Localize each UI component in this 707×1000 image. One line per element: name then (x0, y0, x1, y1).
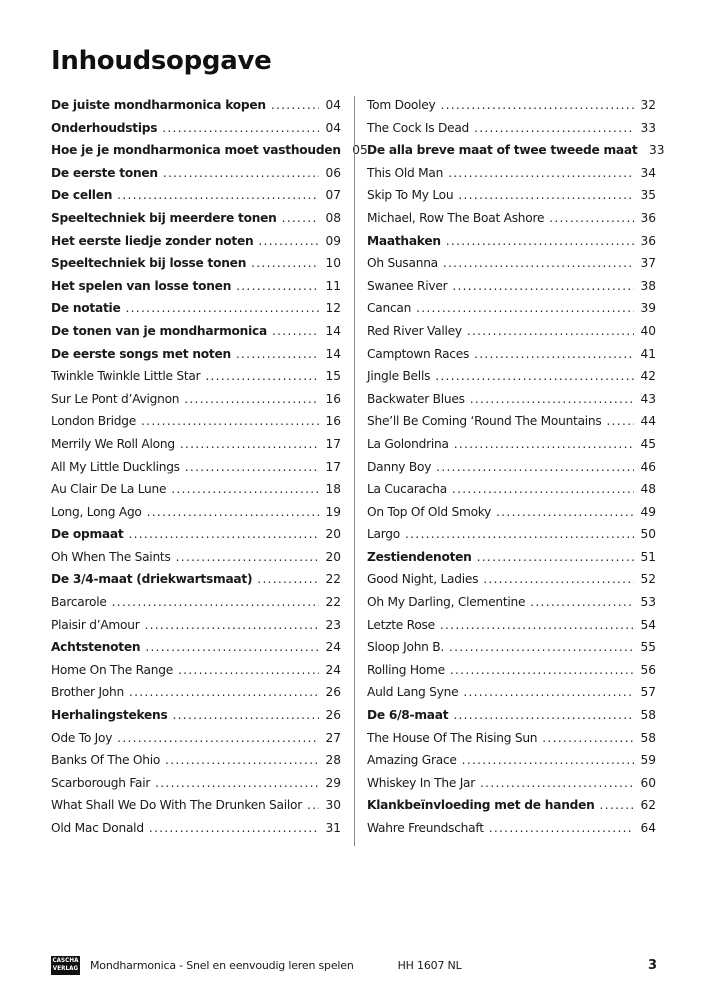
toc-entry-title: She’ll Be Coming ‘Round The Mountains (367, 414, 602, 429)
toc-dot-leader (607, 414, 635, 428)
logo-line-2: VERLAG (52, 965, 79, 972)
toc-song-entry (367, 595, 656, 618)
toc-song-entry (367, 663, 656, 686)
toc-entry-title: Auld Lang Syne (367, 685, 459, 700)
toc-song-entry (51, 776, 341, 799)
toc-dot-leader (163, 166, 319, 180)
toc-entry-page: 07 (325, 188, 341, 203)
toc-entry-page: 17 (325, 459, 341, 474)
toc-song-entry (367, 482, 656, 505)
toc-chapter-entry (367, 708, 656, 731)
toc-dot-leader (452, 482, 634, 496)
toc-entry-page: 26 (325, 685, 341, 700)
toc-dot-leader (184, 392, 319, 406)
toc-dot-leader (463, 685, 634, 699)
toc-song-entry (367, 279, 656, 302)
toc-entry-page: 37 (640, 256, 656, 271)
toc-entry-page: 32 (640, 98, 656, 112)
toc-entry-page: 30 (325, 798, 341, 813)
toc-entry-title: De alla breve maat of twee tweede maat (367, 143, 638, 158)
toc-chapter-entry (51, 301, 341, 324)
toc-dot-leader (141, 414, 319, 428)
toc-entry-page: 20 (325, 527, 341, 542)
toc-chapter-entry (51, 527, 341, 550)
footer-catalog-code: HH 1607 NL (397, 958, 462, 972)
toc-entry-title: La Golondrina (367, 436, 449, 451)
toc-entry-title: Ode To Joy (51, 730, 113, 745)
toc-entry-page: 62 (640, 798, 656, 813)
toc-chapter-entry (51, 256, 341, 279)
page-footer (51, 954, 657, 976)
toc-chapter-entry (51, 640, 341, 663)
toc-song-entry (51, 482, 341, 505)
toc-chapter-entry (367, 550, 656, 573)
toc-song-entry (51, 663, 341, 686)
toc-dot-leader (454, 437, 634, 451)
toc-song-entry (367, 685, 656, 708)
toc-dot-leader (171, 482, 319, 496)
toc-entry-page: 18 (325, 482, 341, 497)
toc-entry-page: 14 (325, 323, 341, 338)
toc-entry-page: 29 (325, 775, 341, 790)
toc-entry-page: 48 (640, 482, 656, 497)
toc-entry-title: London Bridge (51, 414, 137, 429)
toc-entry-page: 16 (325, 391, 341, 406)
toc-dot-leader (436, 460, 634, 474)
toc-chapter-entry (51, 121, 341, 144)
toc-entry-title: Plaisir d’Amour (51, 617, 140, 632)
toc-dot-leader (530, 595, 634, 609)
toc-dot-leader (147, 505, 319, 519)
toc-song-entry (367, 369, 656, 392)
toc-song-entry (367, 437, 656, 460)
toc-entry-page: 08 (325, 210, 341, 225)
toc-entry-page: 27 (325, 730, 341, 745)
toc-chapter-entry (51, 347, 341, 370)
toc-entry-page: 19 (325, 504, 341, 519)
toc-dot-leader (600, 798, 634, 812)
toc-entry-title: Scarborough Fair (51, 775, 151, 790)
toc-entry-page: 14 (325, 346, 341, 361)
toc-entry-page: 46 (640, 459, 656, 474)
toc-entry-title: Sloop John B. (367, 640, 445, 655)
toc-dot-leader (129, 685, 319, 699)
publisher-logo (51, 956, 80, 975)
toc-entry-page: 60 (640, 775, 656, 790)
toc-chapter-entry (367, 234, 656, 257)
toc-song-entry (51, 460, 341, 483)
toc-entry-page: 58 (640, 708, 656, 723)
toc-entry-page: 53 (640, 595, 656, 610)
toc-entry-page: 45 (640, 436, 656, 451)
toc-entry-page: 15 (325, 369, 341, 384)
toc-dot-leader (258, 234, 319, 248)
toc-song-entry (367, 347, 656, 370)
toc-dot-leader (180, 437, 319, 451)
toc-entry-page: 10 (325, 256, 341, 271)
toc-entry-title: Cancan (367, 301, 412, 316)
toc-entry-page: 12 (325, 301, 341, 316)
toc-chapter-entry (367, 798, 656, 821)
toc-dot-leader (452, 279, 634, 293)
toc-chapter-entry (367, 143, 665, 166)
toc-entry-title: Tom Dooley (367, 98, 436, 112)
toc-entry-page: 38 (640, 278, 656, 293)
toc-entry-page: 57 (640, 685, 656, 700)
toc-chapter-entry (51, 211, 341, 234)
toc-entry-title: Zestiendenoten (367, 549, 472, 564)
toc-entry-page: 09 (325, 233, 341, 248)
toc-dot-leader (449, 640, 634, 654)
toc-entry-title: De tonen van je mondharmonica (51, 323, 267, 338)
footer-book-title: Mondharmonica - Snel en eenvoudig leren spelen (90, 958, 354, 972)
toc-entry-page: 33 (648, 143, 665, 158)
toc-song-entry (51, 685, 341, 708)
toc-dot-leader (128, 527, 319, 541)
toc-entry-title: Barcarole (51, 595, 107, 610)
toc-entry-title: Good Night, Ladies (367, 572, 479, 587)
toc-entry-page: 24 (325, 662, 341, 677)
toc-dot-leader (440, 98, 634, 112)
toc-entry-page: 31 (325, 821, 341, 835)
toc-chapter-entry (51, 234, 341, 257)
toc-entry-title: Skip To My Lou (367, 188, 454, 203)
toc-dot-leader (117, 731, 319, 745)
column-divider (354, 96, 355, 846)
toc-entry-page: 41 (640, 346, 656, 361)
toc-dot-leader (416, 301, 634, 315)
toc-entry-page: 42 (640, 369, 656, 384)
toc-entry-title: Swanee River (367, 278, 448, 293)
toc-entry-page: 40 (640, 323, 656, 338)
toc-chapter-entry (51, 166, 341, 189)
toc-chapter-entry (51, 98, 341, 121)
toc-entry-title: La Cucaracha (367, 482, 447, 497)
toc-dot-leader (145, 640, 319, 654)
toc-entry-title: Wahre Freundschaft (367, 821, 484, 835)
toc-dot-leader (126, 301, 320, 315)
toc-dot-leader (477, 550, 634, 564)
page-number: 3 (647, 957, 657, 973)
toc-dot-leader (474, 121, 634, 135)
toc-entry-page: 36 (640, 210, 656, 225)
toc-dot-leader (489, 821, 634, 835)
toc-entry-title: De juiste mondharmonica kopen (51, 98, 266, 112)
toc-song-entry (51, 731, 341, 754)
toc-dot-leader (435, 369, 634, 383)
toc-chapter-entry (51, 324, 341, 347)
toc-dot-leader (172, 708, 319, 722)
toc-song-entry (367, 776, 656, 799)
toc-column-left (51, 98, 368, 844)
toc-entry-title: Long, Long Ago (51, 504, 142, 519)
toc-song-entry (367, 211, 656, 234)
toc-entry-title: De cellen (51, 188, 113, 203)
toc-song-entry (51, 821, 341, 844)
toc-dot-leader (271, 98, 319, 112)
toc-entry-title: Twinkle Twinkle Little Star (51, 369, 201, 384)
toc-song-entry (367, 731, 656, 754)
toc-entry-title: The Cock Is Dead (367, 120, 470, 135)
toc-dot-leader (282, 211, 319, 225)
toc-chapter-entry (51, 143, 368, 166)
toc-dot-leader (236, 279, 319, 293)
toc-song-entry (367, 753, 656, 776)
toc-entry-page: 56 (640, 662, 656, 677)
toc-entry-page: 06 (325, 165, 341, 180)
toc-song-entry (51, 437, 341, 460)
toc-dot-leader (542, 731, 634, 745)
toc-entry-page: 26 (325, 708, 341, 723)
toc-dot-leader (458, 188, 634, 202)
toc-entry-title: Herhalingstekens (51, 708, 168, 723)
toc-song-entry (367, 414, 656, 437)
toc-entry-page: 16 (325, 414, 341, 429)
toc-song-entry (367, 301, 656, 324)
toc-entry-title: Jingle Bells (367, 369, 431, 384)
toc-entry-title: The House Of The Rising Sun (367, 730, 538, 745)
toc-dot-leader (272, 324, 319, 338)
toc-dot-leader (205, 369, 319, 383)
toc-entry-page: 54 (640, 617, 656, 632)
toc-dot-leader (117, 188, 319, 202)
toc-entry-title: Letzte Rose (367, 617, 435, 632)
toc-dot-leader (236, 347, 319, 361)
toc-entry-page: 51 (640, 549, 656, 564)
toc-entry-page: 20 (325, 549, 341, 564)
toc-entry-title: Brother John (51, 685, 124, 700)
toc-song-entry (51, 618, 341, 641)
toc-entry-title: Sur Le Pont d’Avignon (51, 391, 180, 406)
toc-dot-leader (474, 347, 634, 361)
toc-entry-page: 44 (640, 414, 656, 429)
toc-dot-leader (496, 505, 634, 519)
toc-song-entry (367, 618, 656, 641)
toc-song-entry (367, 324, 656, 347)
toc-entry-page: 33 (640, 120, 656, 135)
toc-song-entry (367, 98, 656, 121)
toc-entry-title: Het eerste liedje zonder noten (51, 233, 254, 248)
toc-entry-title: Oh My Darling, Clementine (367, 595, 526, 610)
toc-entry-title: De notatie (51, 301, 121, 316)
toc-dot-leader (483, 572, 634, 586)
toc-chapter-entry (51, 279, 341, 302)
toc-song-entry (367, 392, 656, 415)
toc-entry-title: Old Mac Donald (51, 821, 144, 835)
toc-chapter-entry (51, 188, 341, 211)
toc-entry-title: Oh When The Saints (51, 549, 171, 564)
toc-dot-leader (467, 324, 634, 338)
toc-dot-leader (440, 618, 634, 632)
toc-entry-title: Largo (367, 527, 400, 542)
toc-entry-title: De 3/4-maat (driekwartsmaat) (51, 572, 253, 587)
toc-entry-page: 43 (640, 391, 656, 406)
toc-entry-page: 04 (325, 120, 341, 135)
toc-dot-leader (257, 572, 319, 586)
toc-entry-page: 39 (640, 301, 656, 316)
toc-dot-leader (165, 753, 319, 767)
toc-song-entry (51, 550, 341, 573)
toc-song-entry (51, 595, 341, 618)
toc-chapter-entry (51, 572, 341, 595)
toc-dot-leader (470, 392, 634, 406)
toc-entry-title: Backwater Blues (367, 391, 465, 406)
toc-song-entry (367, 527, 656, 550)
toc-dot-leader (405, 527, 634, 541)
toc-entry-title: Merrily We Roll Along (51, 436, 175, 451)
toc-entry-page: 17 (325, 436, 341, 451)
toc-entry-title: Achtstenoten (51, 640, 141, 655)
toc-entry-title: Het spelen van losse tonen (51, 278, 232, 293)
toc-dot-leader (176, 550, 319, 564)
toc-entry-title: Banks Of The Ohio (51, 753, 161, 768)
toc-entry-title: This Old Man (367, 165, 444, 180)
toc-entry-title: Camptown Races (367, 346, 470, 361)
page-title: Inhoudsopgave (51, 46, 272, 76)
toc-song-entry (367, 256, 656, 279)
toc-entry-page: 52 (640, 572, 656, 587)
toc-entry-title: Onderhoudstips (51, 120, 158, 135)
logo-line-1: CASCHA (52, 957, 79, 964)
toc-entry-page: 11 (325, 278, 341, 293)
toc-entry-title: Speeltechniek bij meerdere tonen (51, 210, 277, 225)
toc-dot-leader (446, 234, 634, 248)
toc-entry-page: 34 (640, 165, 656, 180)
toc-dot-leader (251, 256, 319, 270)
toc-entry-title: Maathaken (367, 233, 441, 248)
toc-entry-title: Speeltechniek bij losse tonen (51, 256, 247, 271)
toc-entry-title: What Shall We Do With The Drunken Sailor (51, 798, 302, 813)
toc-entry-page: 22 (325, 572, 341, 587)
toc-song-entry (367, 121, 656, 144)
toc-dot-leader (144, 618, 319, 632)
toc-song-entry (51, 798, 341, 821)
toc-song-entry (51, 392, 341, 415)
toc-entry-page: 22 (325, 595, 341, 610)
toc-dot-leader (307, 798, 319, 812)
toc-entry-title: On Top Of Old Smoky (367, 504, 492, 519)
toc-song-entry (367, 505, 656, 528)
toc-song-entry (51, 369, 341, 392)
toc-entry-page: 35 (640, 188, 656, 203)
toc-entry-page: 05 (352, 143, 368, 158)
toc-dot-leader (112, 595, 319, 609)
toc-entry-title: Amazing Grace (367, 753, 457, 768)
toc-song-entry (51, 753, 341, 776)
toc-entry-title: Red River Valley (367, 323, 462, 338)
toc-entry-title: Au Clair De La Lune (51, 482, 167, 497)
toc-entry-page: 04 (325, 98, 341, 112)
toc-entry-title: Klankbeïnvloeding met de handen (367, 798, 595, 813)
toc-entry-title: De 6/8-maat (367, 708, 449, 723)
toc-entry-page: 28 (325, 753, 341, 768)
toc-dot-leader (178, 663, 319, 677)
toc-entry-title: De eerste tonen (51, 165, 158, 180)
toc-entry-page: 50 (640, 527, 656, 542)
toc-dot-leader (155, 776, 319, 790)
toc-dot-leader (443, 256, 634, 270)
toc-entry-page: 23 (325, 617, 341, 632)
toc-dot-leader (480, 776, 634, 790)
toc-entry-title: Rolling Home (367, 662, 445, 677)
toc-dot-leader (549, 211, 634, 225)
toc-dot-leader (149, 821, 319, 835)
toc-dot-leader (185, 460, 319, 474)
toc-entry-title: De eerste songs met noten (51, 346, 231, 361)
toc-dot-leader (450, 663, 634, 677)
toc-column-right (367, 98, 665, 844)
toc-song-entry (367, 460, 656, 483)
toc-entry-title: Whiskey In The Jar (367, 775, 476, 790)
toc-entry-page: 59 (640, 753, 656, 768)
toc-song-entry (367, 572, 656, 595)
toc-song-entry (51, 414, 341, 437)
toc-entry-page: 36 (640, 233, 656, 248)
toc-dot-leader (462, 753, 634, 767)
toc-entry-title: Home On The Range (51, 662, 173, 677)
toc-entry-title: All My Little Ducklings (51, 459, 180, 474)
toc-entry-page: 24 (325, 640, 341, 655)
toc-entry-page: 49 (640, 504, 656, 519)
toc-entry-title: Michael, Row The Boat Ashore (367, 210, 545, 225)
toc-entry-page: 64 (640, 821, 656, 835)
toc-entry-title: Hoe je je mondharmonica moet vasthouden (51, 143, 341, 158)
toc-entry-page: 58 (640, 730, 656, 745)
toc-entry-title: Danny Boy (367, 459, 432, 474)
toc-entry-title: Oh Susanna (367, 256, 438, 271)
toc-dot-leader (453, 708, 634, 722)
toc-song-entry (51, 505, 341, 528)
toc-song-entry (367, 188, 656, 211)
toc-dot-leader (162, 121, 319, 135)
toc-song-entry (367, 640, 656, 663)
toc-entry-title: De opmaat (51, 527, 124, 542)
toc-song-entry (367, 166, 656, 189)
toc-song-entry (367, 821, 656, 844)
toc-dot-leader (448, 166, 634, 180)
toc-chapter-entry (51, 708, 341, 731)
toc-entry-page: 55 (640, 640, 656, 655)
